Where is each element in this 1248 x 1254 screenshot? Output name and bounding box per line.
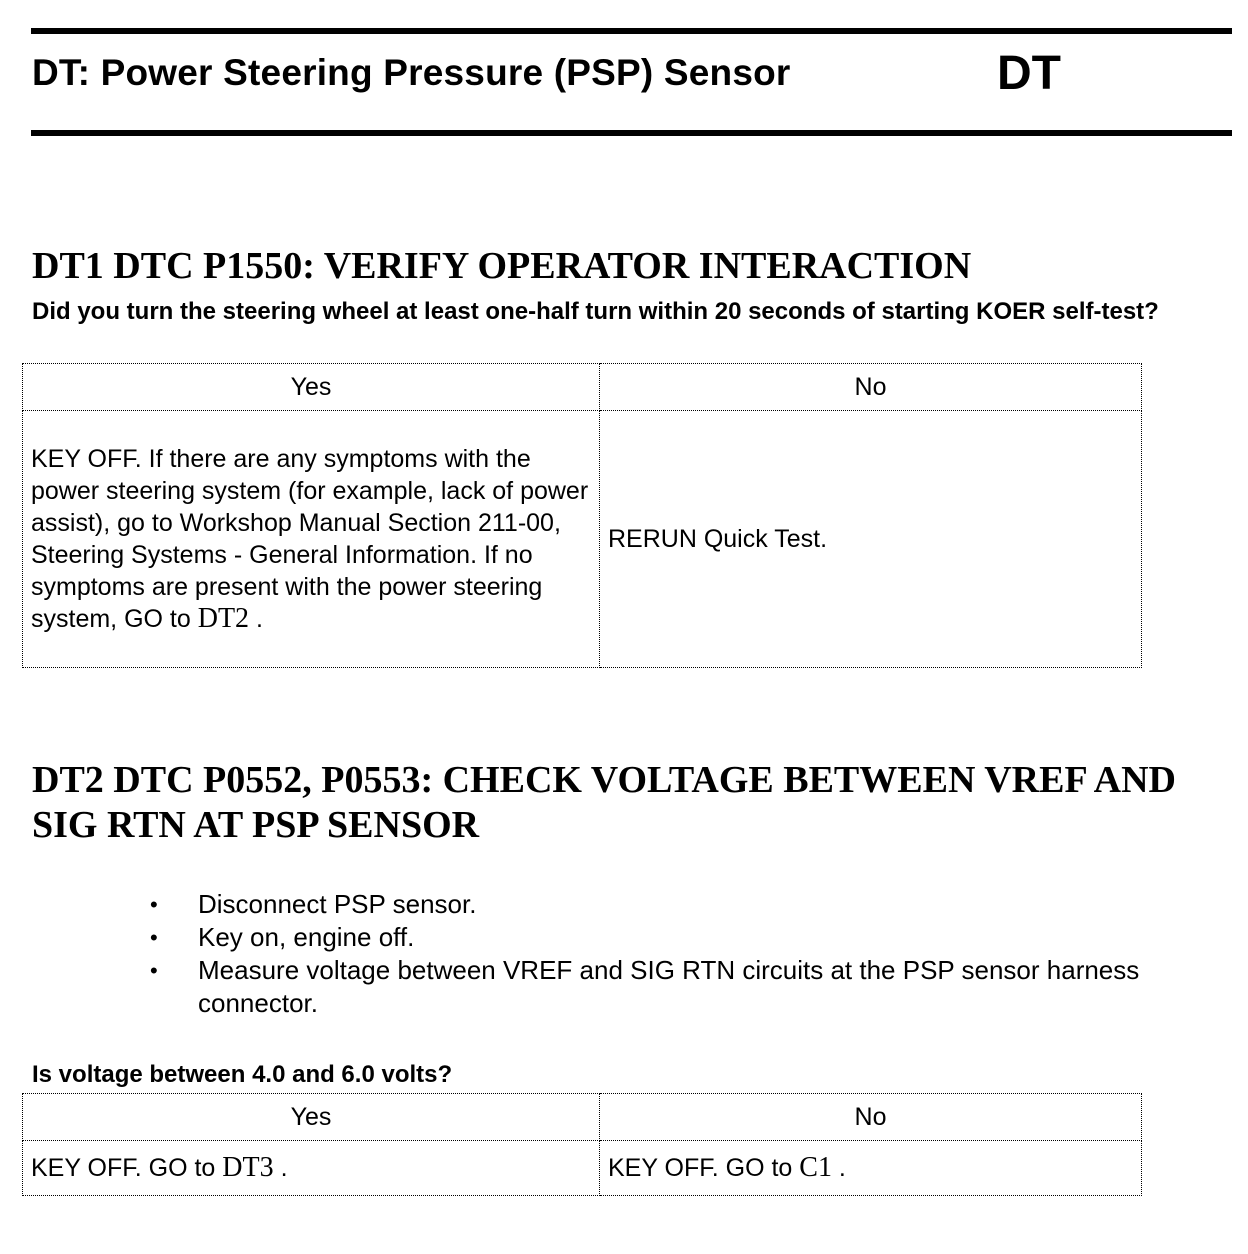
dt2-no-end: . [838,1154,846,1182]
list-item [150,921,1220,954]
header-bottom-rule [31,130,1232,136]
dt2-yes-cell [23,1141,600,1196]
dt2-yes-end: . [280,1154,288,1182]
dt2-no-text: KEY OFF. GO to [608,1154,793,1182]
dt2-steps-list [150,888,1220,1020]
no-column-header: No [600,364,1142,411]
dt1-yes-end: . [256,605,263,633]
bullet-icon: • [150,892,158,917]
dt1-link-dt2[interactable]: DT2 [197,603,250,634]
header-top-rule [31,28,1232,34]
bullet-icon: • [150,958,158,983]
dt2-question: Is voltage between 4.0 and 6.0 volts? [32,1061,453,1088]
dt2-no-cell [600,1141,1142,1196]
yes-column-header: Yes [23,364,600,411]
dt1-decision-table [22,363,1142,668]
dt2-yes-text: KEY OFF. GO to [31,1154,216,1182]
dt2-decision-table [22,1093,1142,1196]
dt1-yes-text: KEY OFF. If there are any symptoms with the power steering system (for example, lack of power assist), go to Workshop Manual Section 211-00, Steering Systems - General Information. If no symptoms are present with the power steering system, GO to [31,445,589,633]
bullet-icon: • [150,925,158,950]
dt2-link-c1[interactable]: C1 [799,1152,832,1183]
dt1-question: Did you turn the steering wheel at least one-half turn within 20 seconds of starting KOER self-test? [32,298,1159,325]
dt1-no-text: RERUN Quick Test. [608,525,828,553]
dt2-link-dt3[interactable]: DT3 [222,1152,274,1183]
table-header-row [23,364,1142,411]
no-column-header: No [600,1094,1142,1141]
page-title: DT: Power Steering Pressure (PSP) Sensor [32,52,791,93]
step-text: Disconnect PSP sensor. [198,889,477,919]
dt2-heading: DT2 DTC P0552, P0553: CHECK VOLTAGE BETWEEN VREF AND SIG RTN AT PSP SENSOR [32,759,1176,846]
dt1-yes-cell [23,411,600,668]
step-text: Key on, engine off. [198,922,415,952]
table-header-row [23,1094,1142,1141]
dt1-no-cell [600,411,1142,668]
section-code: DT [997,47,1061,100]
table-row [23,1141,1142,1196]
yes-column-header: Yes [23,1094,600,1141]
table-row [23,411,1142,668]
list-item [150,888,1220,921]
step-text: Measure voltage between VREF and SIG RTN circuits at the PSP sensor harness connector. [198,955,1140,1018]
dt1-heading: DT1 DTC P1550: VERIFY OPERATOR INTERACTION [32,245,972,287]
list-item [150,954,1220,1020]
